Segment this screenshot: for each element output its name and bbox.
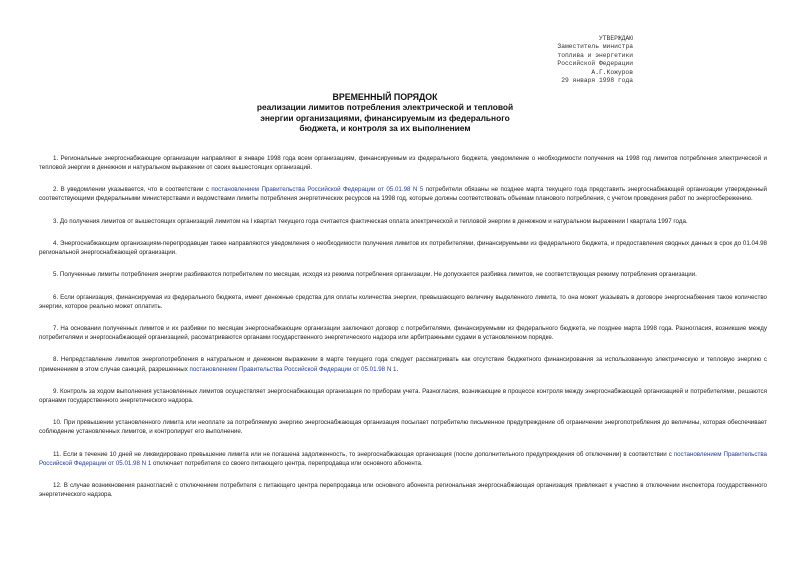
paragraph-1: 1. Региональные энергоснабжающие организации направляют в январе 1998 года всем организациям, финансируемым из федерального бюджета, уведомление о необходимости получения на 1998 год лимитов потребления электрической и тепловой энергии в денежном и натуральном выражении от своих вышестоящих организаций.: [39, 155, 767, 172]
paragraph-3: 3. До получения лимитов от вышестоящих организаций лимитом на I квартал текущего года считается фактическая оплата электрической и тепловой энергии в денежном и натуральном выражении I квартала 1997 года.: [53, 217, 688, 225]
paragraph-text: 2. В уведомлении указывается, что в соответствии с: [53, 186, 212, 194]
paragraph-6: 6. Если организация, финансируемая из федерального бюджета, имеет денежные средства для оплаты количества энергии, превышающего величину выделенного лимита, то она может указывать в договоре энергоснабжения такое количество энергии, которое реально может оплатить.: [39, 293, 767, 310]
decree-link[interactable]: постановлением Правительства Российской Федерации от 05.01.98 N 5: [211, 186, 424, 194]
decree-link[interactable]: постановлением Правительства Российской Федерации от 05.01.98 N 1: [189, 365, 397, 373]
document-title: [240, 92, 530, 133]
paragraph-text: .: [396, 365, 399, 373]
decree-link[interactable]: постановлением Правительства Российской Федерации от 05.01.98 N 1: [39, 450, 767, 467]
approval-line: 29 января 1998 года: [561, 77, 633, 85]
paragraph-9: 9. Контроль за ходом выполнения установленных лимитов осуществляет энергоснабжающая организация по приборам учета. Разногласия, возникающие в процессе контроля между энергоснабжающей организацией и потребителями, решаются органами государственного энергетического надзора.: [39, 387, 767, 404]
title-line: энергии организациями, финансируемым из федерального: [260, 112, 510, 123]
document-body: [39, 154, 767, 512]
paragraph-text: 11. Если в течение 10 дней не ликвидировано превышение лимита или не погашена задолженность, то энергоснабжающая организация (после дополнительного предупреждения об отключении) в соответствии с: [53, 450, 674, 458]
approval-line: топлива и энергетики: [557, 51, 633, 59]
approval-line: УТВЕРЖДАЮ: [598, 35, 633, 42]
title-line: ВРЕМЕННЫЙ ПОРЯДОК: [332, 92, 438, 102]
approval-stamp: [536, 35, 633, 85]
paragraph-text: отключает потребителя со своего питающего центра, перепродавца или основного абонента.: [151, 459, 423, 467]
title-line: реализации лимитов потребления электрической и тепловой: [256, 102, 514, 113]
paragraph-4: 4. Энергоснабжающим организациям-перепродавцам также направляются уведомления о необходимости получения лимитов их потребителями, финансируемыми из федерального бюджета, и предоставления сводных данных в срок до 01.04.98 региональной энергоснабжающей организации.: [39, 240, 767, 257]
title-line: бюджета, и контроля за их выполнением: [299, 122, 471, 133]
paragraph-8: [39, 355, 767, 373]
paragraph-12: 12. В случае возникновения разногласий с отключением потребителя с питающего центра перепродавца или основного абонента региональная энергоснабжающая организация привлекает к участию в отключении инспектора государственного энергетического надзора.: [39, 481, 767, 499]
paragraph-7: 7. На основании полученных лимитов и их разбивки по месяцам энергоснабжающие организации заключают договор с потребителями, финансируемыми из федерального бюджета, не позднее марта 1998 года. Разногласия, возникшие между потребителями и энергоснабжающей организацией, рассматриваются органами государственного энергетического надзора или арбитражными судами в установленном порядке.: [39, 325, 767, 342]
paragraph-5: 5. Полученные лимиты потребления энергии разбиваются потребителем по месяцам, исходя из режима потребления организации. Не допускается разбивка лимитов, не соответствующая режиму потребления организации.: [53, 271, 697, 279]
paragraph-10: 10. При превышении установленного лимита или неоплате за потребляемую энергию энергоснабжающая организация посылает потребителю письменное предупреждение об ограничении энергопотребления до величины, которая обеспечивает соблюдение установленных лимитов, и контролирует его выполнение.: [39, 419, 767, 436]
approval-line: Заместитель министра: [557, 43, 633, 51]
approval-line: Российской Федерации: [557, 60, 633, 68]
paragraph-2: [39, 185, 767, 203]
paragraph-text: 8. Непредставление лимитов энергопотребления в натуральном и денежном выражении в марте текущего года следует рассматривать как отсутствие бюджетного финансирования за использованную электрическую и тепловую энергию с применением в этом случае санкций, разрешенных: [39, 356, 767, 373]
paragraph-text: потребители обязаны не позднее марта текущего года представить энергоснабжающей организации утвержденный соответствующими федеральными министерствами и ведомствами лимиты потребления энергетических ресурсов на 1998 год, которые должны соответствовать объемам планового потребления, с учетом проведения работ по энергосбережению.: [39, 186, 767, 203]
approval-line: А.Г.Кожуров: [591, 68, 633, 76]
paragraph-11: [39, 450, 767, 468]
